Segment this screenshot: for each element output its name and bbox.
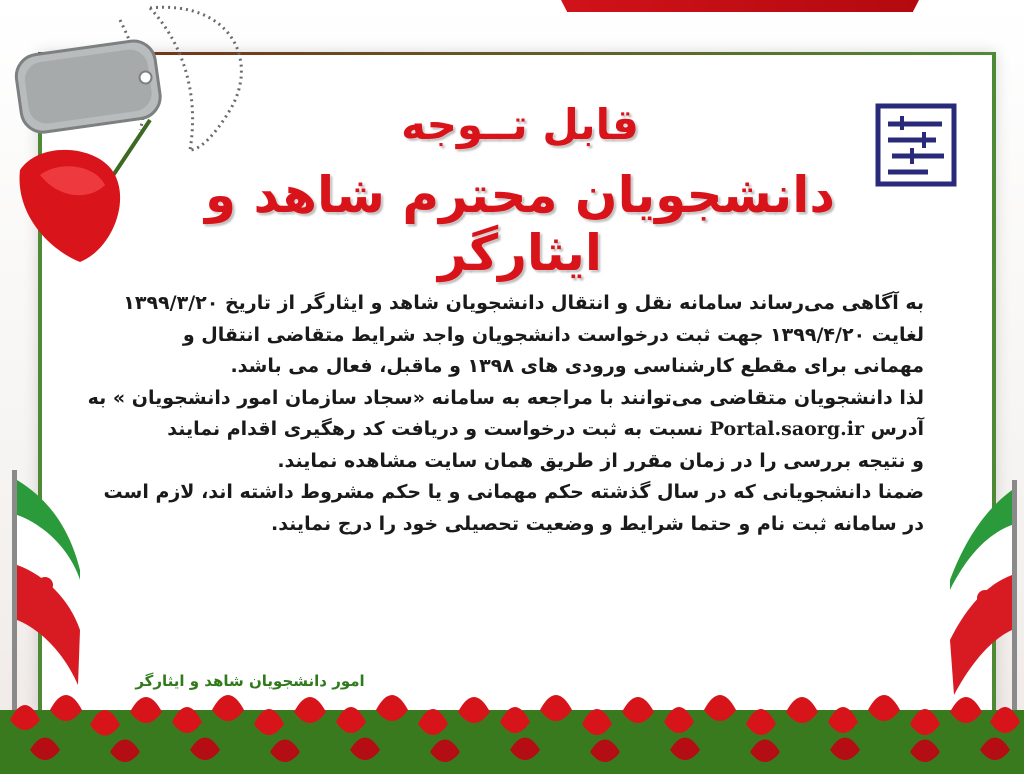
announcement-line: و نتیجه بررسی را در زمان مقرر از طریق همان سایت مشاهده نمایند. <box>277 449 924 472</box>
announcement-line: ضمنا دانشجویانی که در سال گذشته حکم مهمانی و یا حکم مشروط داشته اند، لازم است <box>103 481 924 503</box>
announcement-line: نسبت به ثبت درخواست و دریافت کد رهگیری اقدام نمایند <box>167 418 704 440</box>
announcement-line: لغایت ۱۳۹۹/۴/۲۰ جهت ثبت درخواست دانشجویان واجد شرایط متقاضی انتقال و <box>182 323 924 346</box>
title-audience: دانشجویان محترم شاهد و ایثارگر <box>204 166 835 282</box>
title-attention: قابل تــوجه <box>401 100 639 149</box>
organization-logo-icon <box>872 100 960 190</box>
announcement-line: به آگاهی می‌رساند سامانه نقل و انتقال دانشجویان شاهد و ایثارگر از تاریخ ۱۳۹۹/۳/۲۰ <box>123 292 924 314</box>
announcement-line: در سامانه ثبت نام و حتما شرایط و وضعیت تحصیلی خود را درج نمایند. <box>270 512 924 535</box>
red-tulips-border-icon <box>0 680 1024 774</box>
announcement-address-line <box>86 414 924 446</box>
top-red-band <box>560 0 920 12</box>
announcement-line: لذا دانشجویان متقاضی می‌توانند با مراجعه به سامانه «سجاد سازمان امور دانشجویان » به <box>87 386 924 409</box>
announcement-line: مهمانی برای مقطع کارشناسی ورودی های ۱۳۹۸ و ماقبل، فعال می باشد. <box>230 355 924 377</box>
signature: امور دانشجویان شاهد و ایثارگر <box>135 672 365 690</box>
announcement-body <box>86 288 924 540</box>
portal-url: Portal.saorg.ir <box>709 418 864 440</box>
red-poppy-icon <box>20 120 150 262</box>
address-label: آدرس <box>870 418 924 440</box>
